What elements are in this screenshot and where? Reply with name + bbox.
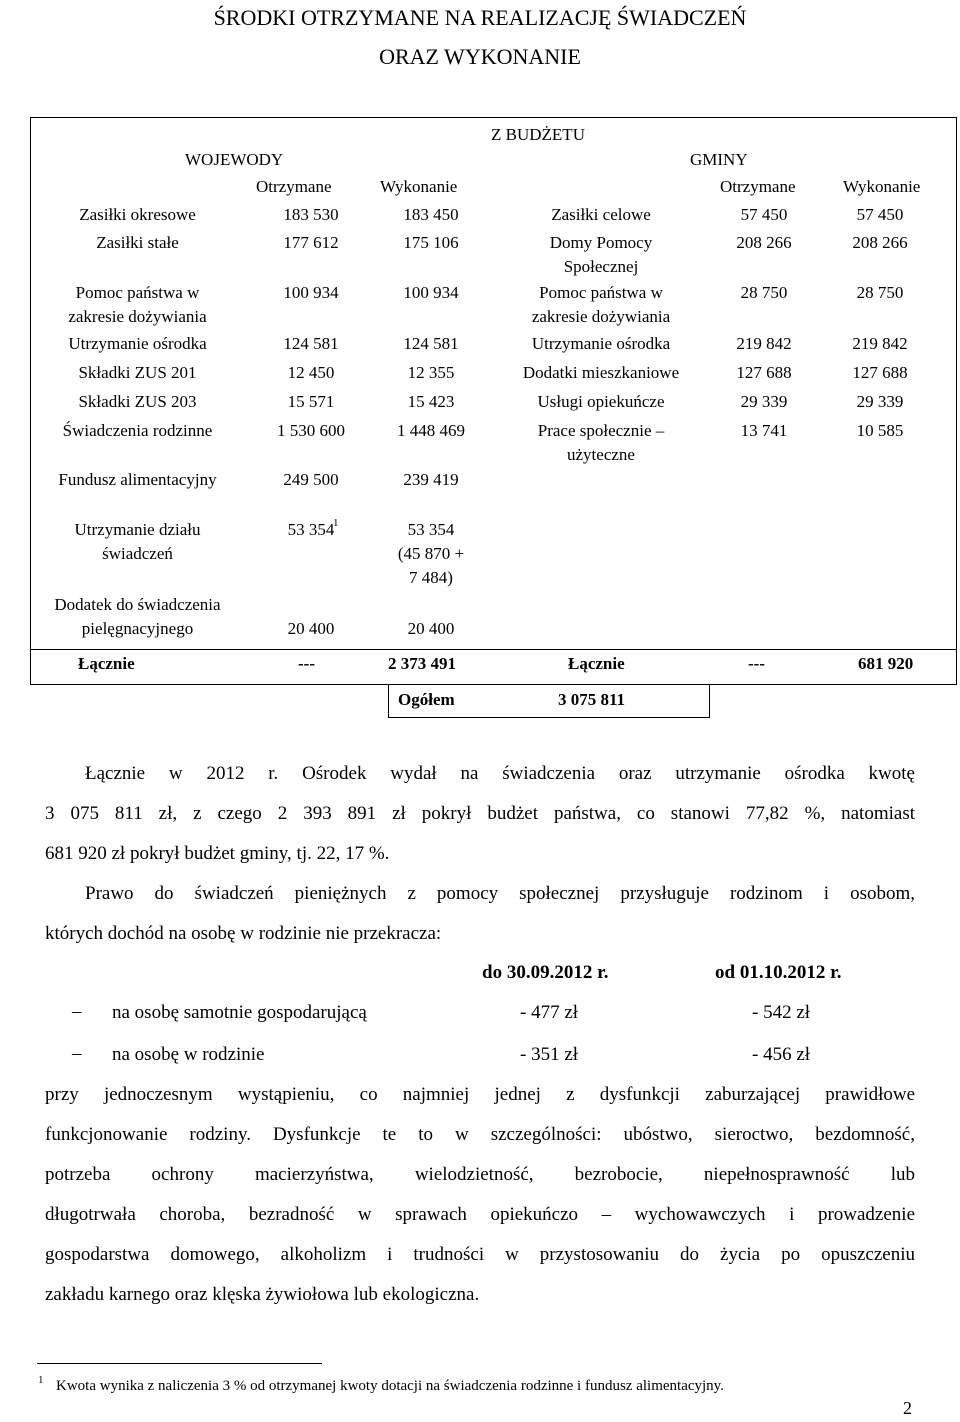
left-row-label: Składki ZUS 203 [78, 392, 197, 411]
summary-paragraph [45, 754, 915, 874]
left-row-executed: 239 419 [403, 470, 459, 489]
right-row-received: 28 750 [740, 283, 788, 302]
left-row-executed: 1 448 469 [397, 421, 465, 440]
right-row-executed: 219 842 [852, 334, 908, 353]
left-row-received: 20 400 [287, 619, 335, 638]
right-row-label: zakresie dożywiania [531, 307, 671, 326]
left-row-executed: 175 106 [403, 233, 459, 252]
dysfunction-line: przy jednoczesnym wystąpieniu, co najmniej jednej z dysfunkcji zaburzającej prawidłowe [45, 1084, 915, 1105]
threshold-value-1: - 351 zł [520, 1044, 579, 1065]
threshold-value-1: - 477 zł [520, 1002, 579, 1023]
left-row-executed: 183 450 [403, 205, 459, 224]
eligibility-line: których dochód na osobę w rodzinie nie przekracza: [45, 923, 442, 944]
right-row-executed: 57 450 [856, 205, 904, 224]
right-row-label: Pomoc państwa w [539, 283, 663, 302]
left-row-executed: 53 354 [407, 520, 455, 539]
grand-total-label: Ogółem [398, 690, 455, 709]
left-row-executed: 15 423 [407, 392, 455, 411]
left-row-executed: 100 934 [403, 283, 459, 302]
left-row-label: Zasiłki stałe [96, 233, 179, 252]
grand-total-value: 3 075 811 [558, 690, 626, 709]
footnote-mark: 1 [38, 1374, 44, 1386]
left-row-label: Utrzymanie ośrodka [68, 334, 207, 353]
total-right-received: --- [748, 654, 765, 673]
dysfunction-paragraph [45, 1075, 915, 1315]
right-row-label: Utrzymanie ośrodka [531, 334, 671, 353]
dysfunction-line: funkcjonowanie rodziny. Dysfunkcje te to w szczególności: ubóstwo, sieroctwo, bezdomność, [45, 1124, 915, 1145]
right-row-received: 13 741 [740, 421, 788, 440]
right-row-executed: 28 750 [856, 283, 904, 302]
eligibility-paragraph [45, 874, 915, 954]
right-row-label: Domy Pomocy [549, 233, 653, 252]
page-subtitle: ORAZ WYKONANIE [379, 44, 581, 69]
left-row-label: zakresie dożywiania [68, 307, 207, 326]
left-row-received: 183 530 [283, 205, 339, 224]
left-row-label: Świadczenia rodzinne [62, 421, 213, 440]
right-row-label: Prace społecznie – [537, 421, 665, 440]
total-left-executed: 2 373 491 [388, 654, 456, 673]
left-row-executed: 12 355 [407, 363, 455, 382]
total-left-received: --- [298, 654, 315, 673]
left-row-received: 177 612 [283, 233, 339, 252]
threshold-col1-header: do 30.09.2012 r. [482, 962, 609, 983]
dash-icon: – [72, 1043, 82, 1064]
summary-line: 681 920 zł pokrył budżet gminy, tj. 22, 17 %. [45, 843, 390, 864]
left-row-label: świadczeń [102, 544, 173, 563]
dysfunction-line: długotrwała choroba, bezradność w sprawach opiekuńczo – wychowawczych i prowadzenie [45, 1204, 915, 1225]
left-row-label: Dodatek do świadczenia [54, 595, 221, 614]
right-col-received: Otrzymane [720, 177, 796, 196]
page-title: ŚRODKI OTRZYMANE NA REALIZACJĘ ŚWIADCZEŃ [213, 5, 747, 30]
threshold-label: na osobę w rodzinie [112, 1044, 265, 1065]
dysfunction-line: potrzeba ochrony macierzyństwa, wielodzietność, bezrobocie, niepełnosprawność lub [45, 1164, 915, 1185]
group-header: Z BUDŻETU [491, 125, 585, 144]
right-row-label: użyteczne [567, 445, 635, 464]
right-header: GMINY [690, 150, 748, 169]
left-row-received: 249 500 [283, 470, 339, 489]
summary-line: 3 075 811 zł, z czego 2 393 891 zł pokrył budżet państwa, co stanowi 77,82 %, natomiast [45, 803, 915, 824]
right-row-label: Zasiłki celowe [551, 205, 651, 224]
dysfunction-line: gospodarstwa domowego, alkoholizm i trudności w przystosowaniu do życia po opuszczeniu [45, 1244, 915, 1265]
total-right-executed: 681 920 [858, 654, 914, 673]
left-row-received: 124 581 [283, 334, 339, 353]
right-row-label: Społecznej [563, 257, 639, 276]
left-header: WOJEWODY [185, 150, 284, 169]
left-row-label: Pomoc państwa w [75, 283, 200, 302]
right-row-received: 29 339 [740, 392, 788, 411]
left-col-received: Otrzymane [256, 177, 332, 196]
right-row-executed: 29 339 [856, 392, 904, 411]
left-row-executed: 20 400 [407, 619, 455, 638]
left-row-received: 15 571 [287, 392, 335, 411]
left-row-label: Zasiłki okresowe [79, 205, 196, 224]
footnote-ref: 1 [333, 517, 339, 529]
right-row-received: 208 266 [736, 233, 792, 252]
dysfunction-line: zakładu karnego oraz klęska żywiołowa lub ekologiczna. [45, 1284, 480, 1305]
left-row-executed: 124 581 [403, 334, 459, 353]
page-number: 2 [903, 1398, 912, 1418]
left-row-received: 1 530 600 [277, 421, 345, 440]
left-row-label: Składki ZUS 201 [78, 363, 197, 382]
left-row-label: Utrzymanie działu [74, 520, 201, 539]
left-row-label: pielęgnacyjnego [81, 619, 194, 638]
summary-line: Łącznie w 2012 r. Ośrodek wydał na świadczenia oraz utrzymanie ośrodka kwotę [85, 763, 915, 784]
right-row-received: 219 842 [736, 334, 792, 353]
right-row-executed: 10 585 [856, 421, 904, 440]
left-row-received: 12 450 [287, 363, 335, 382]
right-row-executed: 208 266 [852, 233, 908, 252]
total-left-label: Łącznie [78, 654, 135, 673]
right-col-executed: Wykonanie [843, 177, 921, 196]
footnote-separator [37, 1363, 322, 1364]
left-col-executed: Wykonanie [380, 177, 458, 196]
left-row-received: 53 354 [287, 520, 335, 539]
totals-divider [30, 649, 957, 650]
left-row-executed: (45 870 + [397, 544, 465, 563]
threshold-col2-header: od 01.10.2012 r. [715, 962, 842, 983]
total-right-label: Łącznie [568, 654, 625, 673]
right-row-received: 127 688 [736, 363, 792, 382]
left-row-executed: 7 484) [409, 568, 453, 587]
left-row-label: Fundusz alimentacyjny [58, 470, 217, 489]
threshold-value-2: - 456 zł [752, 1044, 811, 1065]
right-row-label: Usługi opiekuńcze [537, 392, 665, 411]
right-row-executed: 127 688 [852, 363, 908, 382]
right-row-received: 57 450 [740, 205, 788, 224]
right-row-label: Dodatki mieszkaniowe [522, 363, 680, 382]
threshold-label: na osobę samotnie gospodarującą [112, 1002, 367, 1023]
eligibility-line: Prawo do świadczeń pieniężnych z pomocy społecznej przysługuje rodzinom i osobom, [85, 883, 915, 904]
dash-icon: – [72, 1001, 82, 1022]
footnote-text: Kwota wynika z naliczenia 3 % od otrzymanej kwoty dotacji na świadczenia rodzinne i fundusz alimentacyjny. [56, 1378, 724, 1394]
left-row-received: 100 934 [283, 283, 339, 302]
threshold-value-2: - 542 zł [752, 1002, 811, 1023]
